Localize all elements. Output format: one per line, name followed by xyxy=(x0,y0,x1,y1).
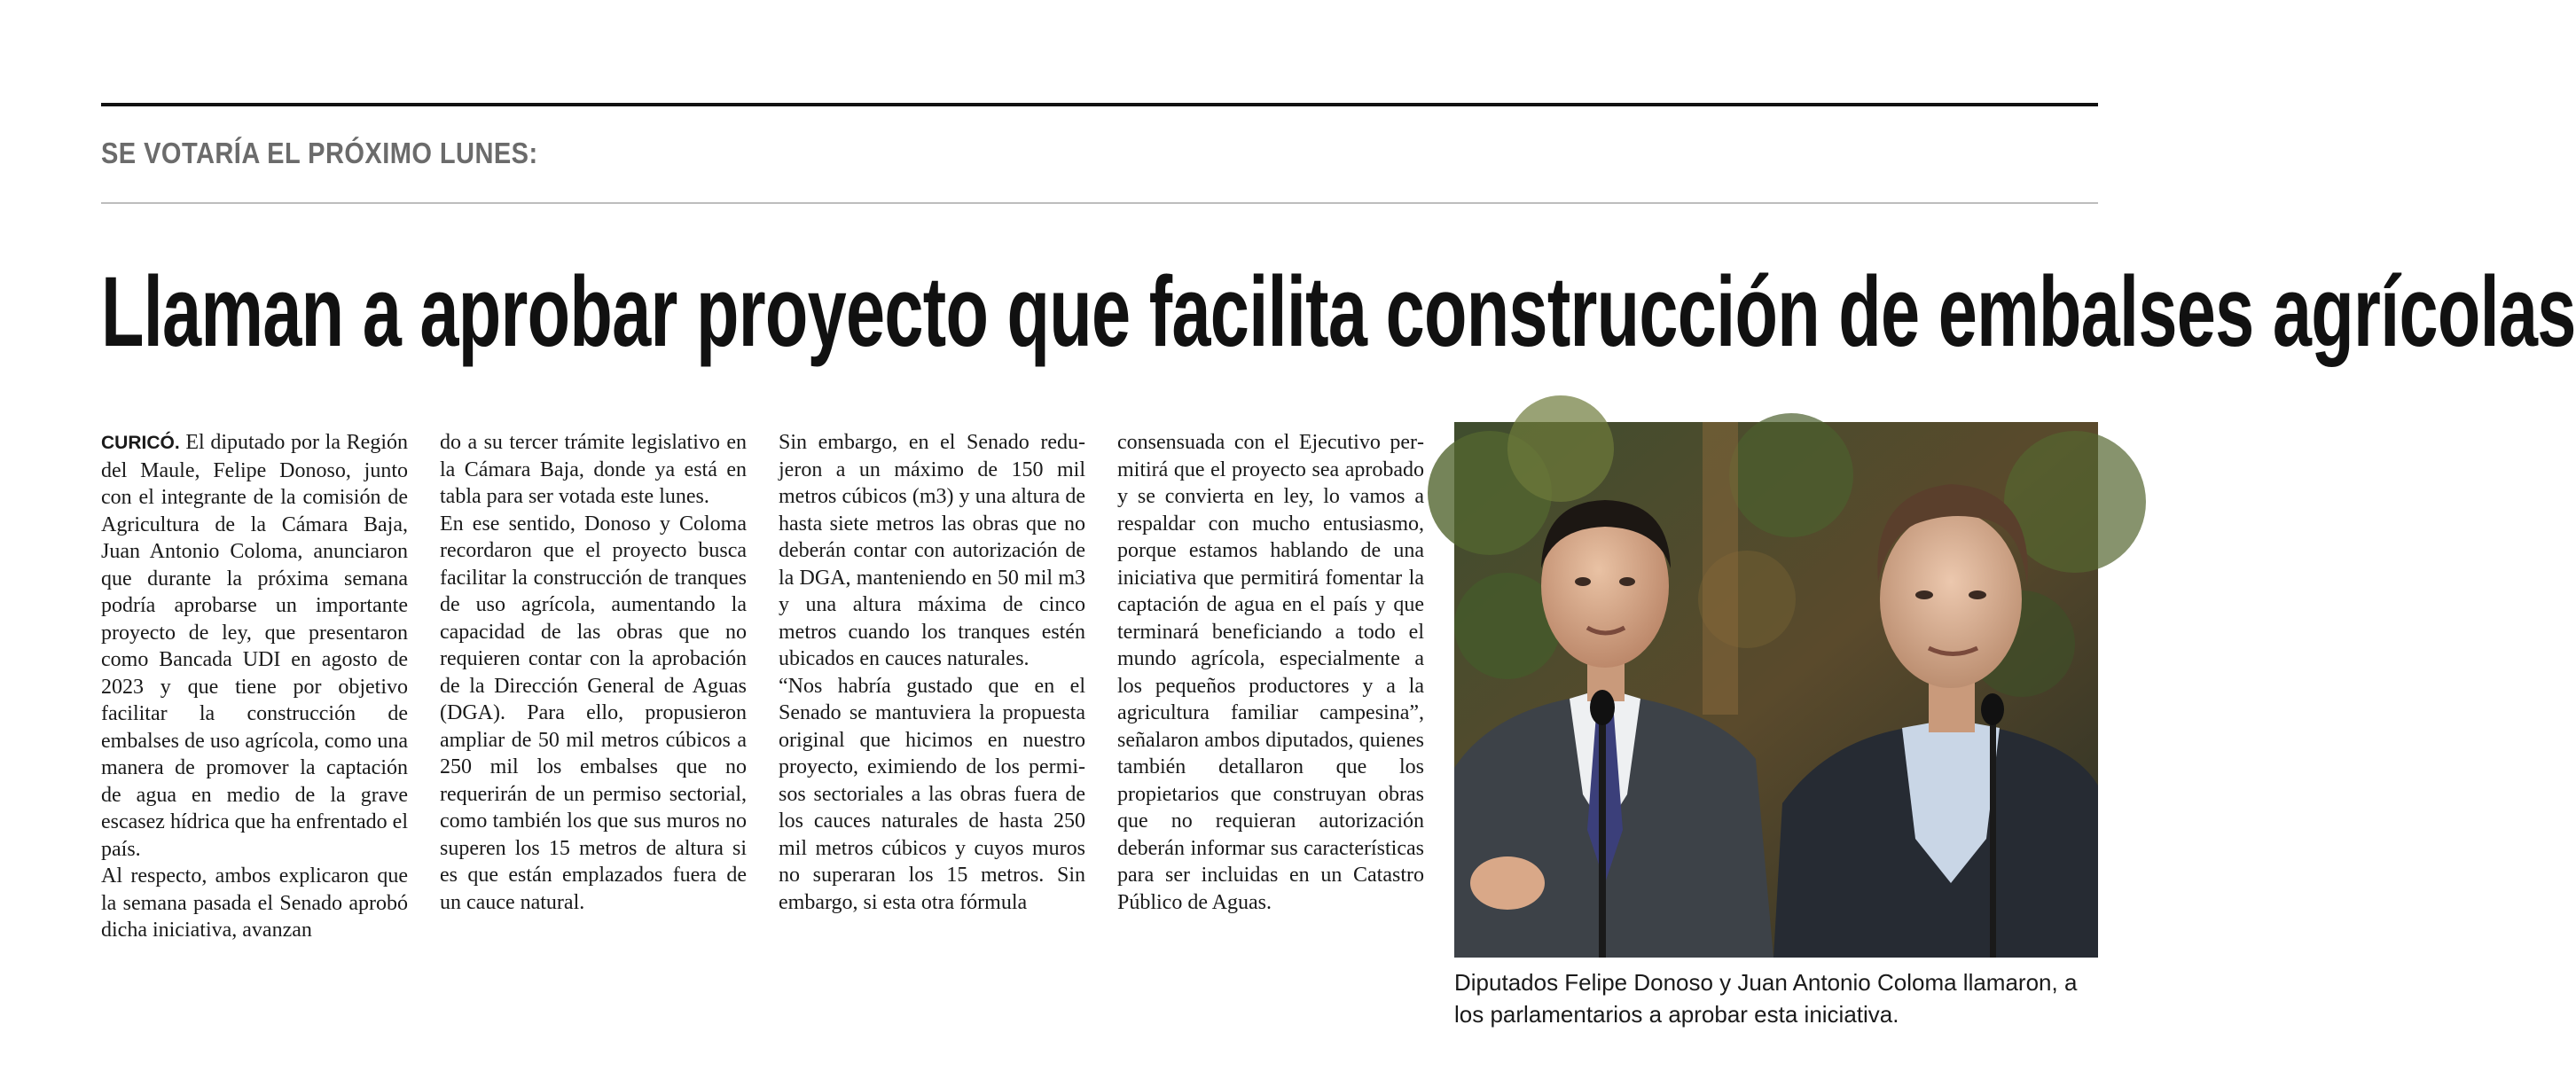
paragraph: Al respecto, ambos explicaron que la semana pasada el Senado aprobó dicha iniciativa, avanzan xyxy=(101,864,408,942)
kicker: SE VOTARÍA EL PRÓXIMO LUNES: xyxy=(101,137,538,169)
article-photo xyxy=(1454,422,2098,958)
paragraph: consensuada con el Ejecutivo permitirá que el proyecto sea aprobado y se convierta en ley, lo vamos a respaldar con mucho entusiasmo, porque estamos hablando de una iniciativa que permitirá fomentar la captación de agua en el país y que terminará beneficiando a todo el mundo agrícola, especialmente a los pequeños productores y a la agricultura familiar campesina”, señalaron ambos diputados, quienes también detallaron que los propietarios que construyan obras que no requieran autorización deberán informar sus características para ser incluidas en un Catastro Público de Aguas. xyxy=(1117,431,1424,914)
photo-caption: Diputados Felipe Donoso y Juan Antonio Coloma llamaron, a los parlamentarios a aprobar esta iniciativa. xyxy=(1454,969,2078,1028)
paragraph xyxy=(101,429,408,863)
paragraph: “Nos habría gustado que en el Senado se mantuviera la propuesta original que hicimos en nuestro proyecto, eximiendo de los permisos sectoriales a las obras fuera de los cauces naturales de hasta 250 mil metros cúbicos y cuyos muros no superaran los 15 metros. Sin embargo, si esta otra fórmula xyxy=(779,674,1085,914)
paragraph: En ese sentido, Donoso y Coloma recordaron que el proyecto busca facilitar la construcción de tranques de uso agrícola, aumentando la capacidad de las obras que no requieren contar con la aprobación de la Dirección General de Aguas (DGA). Para ello, propusieron ampliar de 50 mil metros cúbicos a 250 mil los embalses que no requerirán de un permiso sectorial, como también los que sus muros no superen los 15 metros de altura si es que están emplazados fuera de un cauce natural. xyxy=(440,512,747,914)
paragraph-text: El diputado por la Región del Maule, Felipe Donoso, junto con el integrante de la comisión de Agricultura de la Cámara Baja, Juan Antonio Coloma, anunciaron que durante la próxima semana podría aprobarse un importante proyecto de ley, que presentaron como Bancada UDI en agosto de 2023 y que tiene por objetivo facilitar la construcción de embalses de uso agrícola, como una manera de promover la captación de agua en medio de la grave escasez hídrica que ha enfrentado el país. xyxy=(101,431,408,861)
paragraph: Sin embargo, en el Senado redujeron a un máximo de 150 mil metros cúbicos (m3) y una altura de hasta siete metros las obras que no deberán contar con autorización de la DGA, manteniendo en 50 mil m3 y una altura máxima de cinco metros cuando los tranques estén ubicados en cauces naturales. xyxy=(779,431,1085,670)
article-column-1 xyxy=(101,429,408,944)
section-divider xyxy=(101,202,2098,204)
paragraph: do a su tercer trámite legislativo en la Cámara Baja, donde ya está en tabla para ser votada este lunes. xyxy=(440,431,747,508)
article-column-3 xyxy=(779,429,1085,916)
article-column-4 xyxy=(1117,429,1424,916)
article-column-2 xyxy=(440,429,747,916)
dateline: CURICÓ. xyxy=(101,433,180,453)
top-rule xyxy=(101,103,2098,106)
headline: Llaman a aprobar proyecto que facilita construcción de embalses agrícolas xyxy=(101,256,2576,367)
